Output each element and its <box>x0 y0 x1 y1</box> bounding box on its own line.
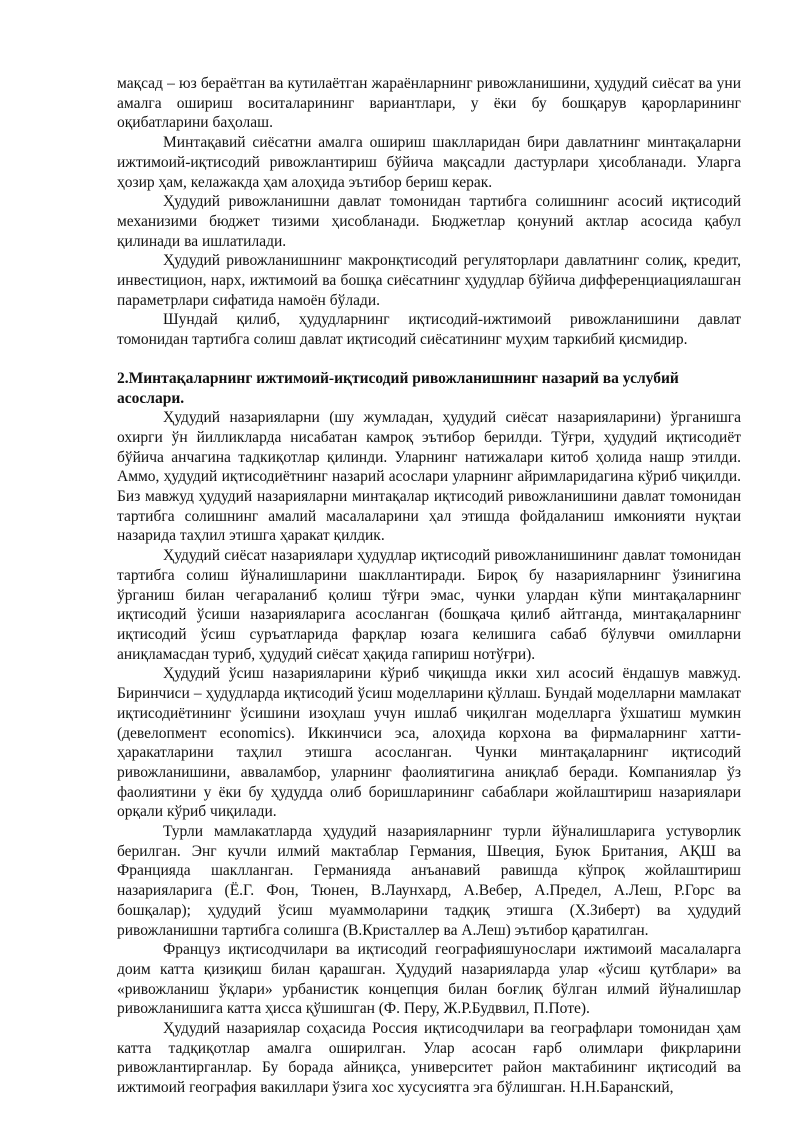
paragraph: Шундай қилиб, ҳудудларнинг иқтисодий-ижтимоий ривожланишини давлат томонидан тартибга солиш давлат иқтисодий сиёсатининг муҳим таркибий қисмидир. <box>117 311 741 349</box>
paragraph: Минтақавий сиёсатни амалга ошириш шаклларидан бири давлатнинг минтақаларни ижтимоий-иқтисодий ривожлантириш бўйича мақсадли дастурлари ҳисобланади. Уларга ҳозир ҳам, келажакда ҳам алоҳида эътибор бериш керак. <box>117 134 741 191</box>
document-page <box>117 74 741 1098</box>
paragraph: мақсад – юз бераётган ва кутилаётган жараёнларнинг ривожланишини, ҳудудий сиёсат ва уни амалга ошириш воситаларининг вариантлари, у ёки бу бошқарув қарорларининг оқибатларини баҳолаш. <box>117 75 741 132</box>
paragraph: Ҳудудий назарияларни (шу жумладан, ҳудудий сиёсат назарияларини) ўрганишга охирги ўн йилликларда нисабатан камроқ эътибор берилди. Тўғри, ҳудудий иқтисодиёт бўйича анчагина тадкиқотлар қилинди. Уларнинг натижалари китоб ҳолида нашр этилди. Аммо, ҳудудий иқтисодиётнинг назарий асослари уларнинг айримларидагина кўриб чиқилди. Биз мавжуд ҳудудий назарияларни минтақалар иқтисодий ривожланишини давлат томонидан тартибга солишнинг амалий масалаларини ҳал этишда фойдаланиш имконияти нуқтаи назарида таҳлил этишга ҳаракат қилдик. <box>117 409 741 545</box>
paragraph: Ҳудудий назариялар соҳасида Россия иқтисодчилари ва географлари томонидан ҳам катта тадқиқотлар амалга оширилган. Улар асосан ғарб олимлари фикрларини ривожлантирганлар. Бу борада айниқса, университет район мактабининг иқтисодий ва ижтимоий география вакиллари ўзига хос хусусиятга эга бўлишган. Н.Н.Баранский, <box>117 1020 741 1097</box>
paragraph: Ҳудудий ривожланишнинг макронқтисодий регуляторлари давлатнинг солиқ, кредит, инвестицион, нарх, ижтимоий ва бошқа сиёсатнинг ҳудудлар бўйича дифференциациялашган параметрлари сифатида намоён бўлади. <box>117 252 741 309</box>
paragraph: Ҳудудий сиёсат назариялари ҳудудлар иқтисодий ривожланишининг давлат томонидан тартибга солиш йўналишларини шакллантиради. Бироқ бу назарияларнинг ўзинигина ўрганиш билан чегараланиб қолиш тўғри эмас, чунки улардан кўпи минтақаларнинг иқтисодий ўсиши назарияларига асосланган (бошқача қилиб айтганда, минтақаларнинг иқтисодий ўсиш суръатларида фарқлар юзага келишига сабаб бўлувчи омилларни аниқламасдан туриб, ҳудудий сиёсат ҳақида гапириш нотўғри). <box>117 547 741 663</box>
paragraph: Ҳудудий ўсиш назарияларини кўриб чиқишда икки хил асосий ёндашув мавжуд. Биринчиси – ҳудудларда иқтисодий ўсиш моделларини қўллаш. Бундай моделларни мамлакат иқтисодиётининг ўсишини изоҳлаш учун ишлаб чиқилган моделларга ўхшатиш мумкин (девелопмент economics). Иккинчиси эса, алоҳида корхона ва фирмаларнинг хатти-ҳаракатларини таҳлил этишга асосланган. Чунки минтақаларнинг иқтисодий ривожланишини, авваламбор, уларнинг фаолиятигина аниқлаб беради. Компаниялар ўз фаолиятини у ёки бу ҳудудда олиб боришларининг сабаблари жойлаштириш назариялари орқали кўриб чиқилади. <box>117 665 741 821</box>
paragraph: Ҳудудий ривожланишни давлат томонидан тартибга солишнинг асосий иқтисодий механизими бюджет тизими ҳисобланади. Бюджетлар қонуний актлар асосида қабул қилинади ва ишлатилади. <box>117 193 741 250</box>
paragraph: Француз иқтисодчилари ва иқтисодий географияшунослари ижтимоий масалаларга доим катта қизиқиш билан қарашган. Ҳудудий назарияларда улар «ўсиш қутблари» ва «ривожланиш ўқлари» урбанистик концепция билан боғлиқ бўлган илмий йўналишлар ривожланишига катта ҳисса қўшишган (Ф. Перу, Ж.Р.Будввил, П.Поте). <box>117 941 741 1018</box>
section-heading: 2.Минтақаларнинг ижтимоий-иқтисодий ривожланишнинг назарий ва услубий асослари. <box>117 369 679 407</box>
paragraph: Турли мамлакатларда ҳудудий назарияларнинг турли йўналишларига устуворлик берилган. Энг кучли илмий мактаблар Германия, Швеция, Буюк Британия, АҚШ ва Францияда шаклланган. Германияда анъанавий равишда кўпроқ жойлаштириш назарияларига (Ё.Г. Фон, Тюнен, В.Лаунхард, А.Вебер, А.Предел, А.Леш, Р.Горс ва бошқалар); ҳудудий ўсиш муаммоларини тадқиқ этишга (Х.Зиберт) ва ҳудудий ривожланишни тартибга солишга (В.Кристаллер ва А.Леш) эътибор қаратилган. <box>117 823 741 939</box>
